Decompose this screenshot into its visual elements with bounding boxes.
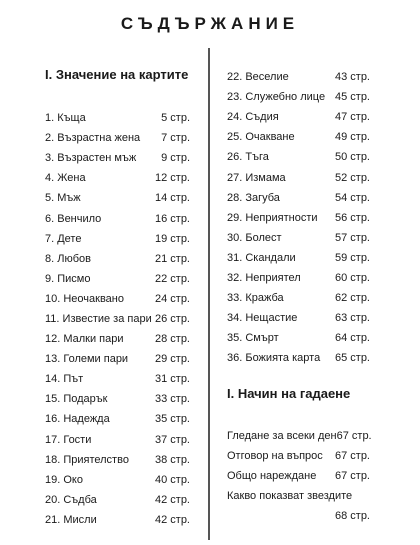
- toc-entry[interactable]: [227, 248, 370, 268]
- toc-entry[interactable]: [45, 309, 190, 329]
- toc-entry-label: 32. Неприятел: [227, 271, 301, 284]
- toc-entry[interactable]: [227, 67, 370, 87]
- toc-entry-label: 9. Писмо: [45, 272, 91, 285]
- toc-entry-label: 26. Тъга: [227, 151, 269, 164]
- toc-entry-page: 56 стр.: [334, 211, 370, 224]
- toc-entry-label: 19. Око: [45, 473, 83, 486]
- toc-entry[interactable]: [45, 470, 190, 490]
- toc-entry-label: Отговор на въпрос: [227, 450, 323, 463]
- toc-entry-label: 35. Смърт: [227, 332, 279, 345]
- toc-entry-page: 57 стр.: [334, 231, 370, 244]
- toc-entry-page: 9 стр.: [161, 152, 190, 165]
- toc-entry-label: 14. Път: [45, 373, 84, 386]
- toc-entry-label: 23. Служебно лице: [227, 91, 326, 104]
- toc-entry[interactable]: [45, 389, 190, 409]
- toc-entry-page: 42 стр.: [154, 513, 190, 526]
- toc-entry[interactable]: [45, 128, 190, 148]
- toc-entry[interactable]: [227, 188, 370, 208]
- toc-entry-label: 25. Очакване: [227, 131, 295, 144]
- toc-entry-label: 20. Съдба: [45, 493, 97, 506]
- toc-entry-label: 7. Дете: [45, 232, 82, 245]
- toc-entry-page: 43 стр.: [334, 71, 370, 84]
- toc-entry-page: 35 стр.: [154, 413, 190, 426]
- toc-entry[interactable]: [45, 450, 190, 470]
- toc-entry-page: 38 стр.: [154, 453, 190, 466]
- toc-entry[interactable]: [227, 167, 370, 187]
- toc-entry-label: 30. Болест: [227, 231, 282, 244]
- toc-entry-page: 40 стр.: [154, 473, 190, 486]
- toc-entry-label: 10. Неочаквано: [45, 292, 124, 305]
- toc-entry-page: 63 стр.: [334, 312, 370, 325]
- toc-entry-page: 31 стр.: [154, 373, 190, 386]
- toc-entry-label: 31. Скандали: [227, 251, 296, 264]
- toc-entry[interactable]: [45, 208, 190, 228]
- toc-entry-stars[interactable]: [227, 486, 370, 526]
- toc-entry-page: 67 стр.: [334, 450, 370, 463]
- column-divider: [208, 48, 210, 540]
- toc-entry[interactable]: [227, 268, 370, 288]
- toc-entry-label: 18. Приятелство: [45, 453, 129, 466]
- toc-entry-page: 64 стр.: [334, 332, 370, 345]
- toc-entry[interactable]: [227, 288, 370, 308]
- toc-entry[interactable]: [45, 148, 190, 168]
- toc-entry-label: 28. Загуба: [227, 191, 280, 204]
- toc-entry-page: 29 стр.: [154, 353, 190, 366]
- toc-entry-label: 27. Измама: [227, 171, 286, 184]
- toc-entry-label: 36. Божията карта: [227, 352, 321, 365]
- toc-entry-page: 45 стр.: [334, 91, 370, 104]
- toc-entry-label: 16. Надежда: [45, 413, 110, 426]
- toc-entry[interactable]: [227, 127, 370, 147]
- toc-entry[interactable]: [45, 409, 190, 429]
- toc-entry-label: 11. Известие за пари: [45, 312, 152, 325]
- toc-entry[interactable]: [227, 87, 370, 107]
- toc-entry-page: 28 стр.: [154, 333, 190, 346]
- toc-entry-page: 50 стр.: [334, 151, 370, 164]
- section-heading-divination-method: I. Начин на гадаене: [227, 386, 351, 401]
- toc-entry-page: 37 стр.: [154, 433, 190, 446]
- toc-entry[interactable]: [45, 289, 190, 309]
- toc-entry-page: 33 стр.: [154, 393, 190, 406]
- toc-entry[interactable]: [45, 269, 190, 289]
- toc-entry[interactable]: [227, 147, 370, 167]
- toc-entry[interactable]: [45, 229, 190, 249]
- toc-entry[interactable]: [227, 446, 370, 466]
- toc-entry-label: 22. Веселие: [227, 71, 289, 84]
- toc-entry[interactable]: [45, 349, 190, 369]
- toc-entry[interactable]: [45, 369, 190, 389]
- page-title: СЪДЪРЖАНИЕ: [120, 14, 300, 33]
- toc-entry-label: 8. Любов: [45, 252, 91, 265]
- toc-entry-label: 13. Големи пари: [45, 353, 129, 366]
- toc-entry[interactable]: [45, 188, 190, 208]
- toc-entry-page: 42 стр.: [154, 493, 190, 506]
- toc-entry-page: 60 стр.: [334, 271, 370, 284]
- toc-list-left: [45, 108, 190, 530]
- toc-entry-label: 12. Малки пари: [45, 333, 124, 346]
- toc-entry-label: 3. Възрастен мъж: [45, 152, 137, 165]
- toc-entry[interactable]: [227, 466, 370, 486]
- toc-entry-page: 49 стр.: [334, 131, 370, 144]
- toc-entry[interactable]: [227, 208, 370, 228]
- toc-entry-page: 47 стр.: [334, 111, 370, 124]
- toc-entry-page: 67 стр.: [336, 430, 372, 443]
- toc-entry[interactable]: [227, 328, 370, 348]
- toc-list-right: [227, 67, 370, 368]
- toc-entry-label: 2. Възрастна жена: [45, 132, 141, 145]
- toc-entry[interactable]: [45, 510, 190, 530]
- toc-entry-page: 68 стр.: [334, 510, 370, 523]
- toc-entry-page: 7 стр.: [161, 132, 190, 145]
- toc-entry-label: 6. Венчило: [45, 212, 102, 225]
- toc-entry[interactable]: [227, 228, 370, 248]
- toc-entry-label: 24. Съдия: [227, 111, 279, 124]
- toc-entry[interactable]: [45, 249, 190, 269]
- toc-entry-label: 34. Нещастие: [227, 312, 298, 325]
- toc-entry-page: 59 стр.: [334, 251, 370, 264]
- toc-entry-label: Общо нареждане: [227, 470, 317, 483]
- toc-entry-label: 4. Жена: [45, 172, 86, 185]
- toc-entry-page: 21 стр.: [154, 252, 190, 265]
- toc-entry-label: Какво показват звездите: [227, 490, 353, 502]
- toc-entry-label: 33. Кражба: [227, 292, 284, 305]
- toc-entry[interactable]: [227, 107, 370, 127]
- toc-entry-page: 16 стр.: [154, 212, 190, 225]
- toc-entry-label: 17. Гости: [45, 433, 92, 446]
- toc-entry-label: Гледане за всеки ден: [227, 430, 337, 443]
- toc-entry-page: 22 стр.: [154, 272, 190, 285]
- toc-entry-label: 29. Неприятности: [227, 211, 318, 224]
- toc-entry-page: 24 стр.: [154, 292, 190, 305]
- toc-entry-label: 1. Къща: [45, 112, 86, 125]
- toc-entry[interactable]: [45, 329, 190, 349]
- toc-entry[interactable]: [45, 430, 190, 450]
- toc-entry-label: 15. Подарък: [45, 393, 108, 406]
- toc-entry-label: 5. Мъж: [45, 192, 81, 205]
- toc-entry-page: 62 стр.: [334, 292, 370, 305]
- toc-entry[interactable]: [227, 426, 370, 446]
- toc-entry-page: 52 стр.: [334, 171, 370, 184]
- toc-entry-label: 21. Мисли: [45, 513, 97, 526]
- toc-entry-page: 19 стр.: [154, 232, 190, 245]
- toc-list-divination: [227, 426, 370, 486]
- toc-entry[interactable]: [45, 490, 190, 510]
- toc-entry-page: 5 стр.: [161, 112, 190, 125]
- toc-entry[interactable]: [45, 168, 190, 188]
- section-heading-card-meanings: I. Значение на картите: [45, 67, 189, 82]
- toc-entry[interactable]: [227, 308, 370, 328]
- toc-entry-page: 26 стр.: [154, 312, 190, 325]
- toc-entry-page: 54 стр.: [334, 191, 370, 204]
- toc-entry-page: 67 стр.: [334, 470, 370, 483]
- toc-entry[interactable]: [227, 348, 370, 368]
- toc-entry-page: 12 стр.: [154, 172, 190, 185]
- toc-entry-page: 65 стр.: [334, 352, 370, 365]
- toc-entry[interactable]: [45, 108, 190, 128]
- toc-entry-page: 14 стр.: [154, 192, 190, 205]
